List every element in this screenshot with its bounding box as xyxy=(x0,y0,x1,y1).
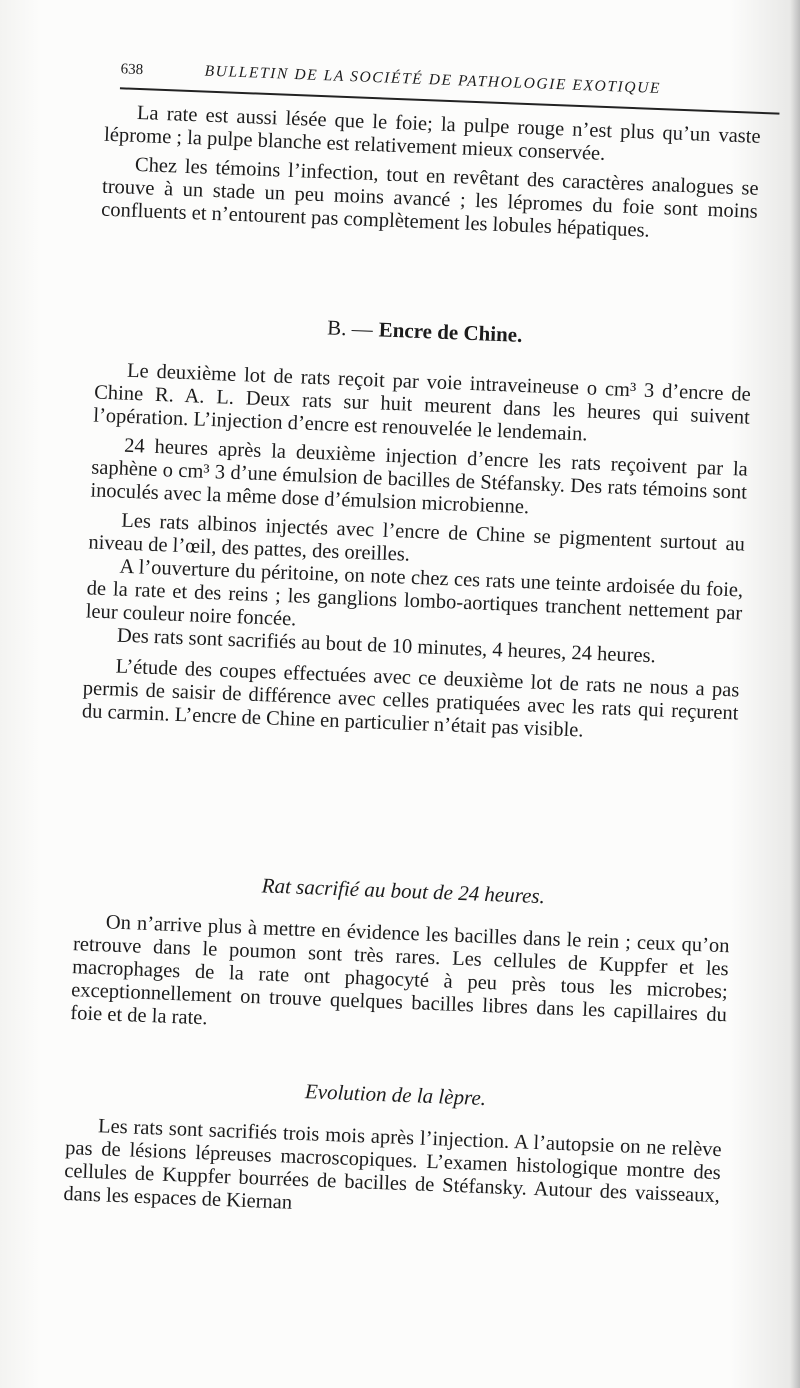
section-heading-b xyxy=(97,307,753,357)
paragraph: La rate est aussi lésée que le foie; la pulpe rouge n’est plus qu’un vaste lépromе ; la pulpe blanche est relativement mieux conservée. xyxy=(103,101,761,165)
paragraph: On n’arrive plus à mettre en évidence les bacilles dans le rein ; ceux qu’on retrouve dans le poumon sont très rares. Les cellules de Kuppfer et les macrophages de la rate ont phagocyté à peu près tous les microbes; exceptionnellement on trouve quelques bacilles libres dans les capillaires du foie et de la rate. xyxy=(69,911,730,1030)
section-b-text xyxy=(82,359,752,749)
section-rat-text xyxy=(70,910,730,1050)
paragraph: Des rats sont sacrifiés au bout de 10 minutes, 4 heures, 24 heures. xyxy=(116,624,657,668)
section-evolution-text xyxy=(63,1114,722,1231)
paragraph: 24 heures après la deuxième injection d’encre les rats reçoivent par la saphène o cm³ 3 d’une émulsion de bacilles de Stéfansky. Des rats témoins sont inoculés avec la même dose d’émulsion microbienne. xyxy=(90,434,749,519)
paragraph: Chez les témoins l’infection, tout en revêtant des caractères analogues se trouve à un stade un peu moins avancé ; les lépromes du foie sont moins confluents et n’entourent pas complètement les lobules hépatiques. xyxy=(100,153,759,242)
section-marker: B. — xyxy=(326,315,374,342)
paragraph: L’étude des coupes effectuées avec ce deuxième lot de rats ne nous a pas permis de saisir de différence avec celles pratiquées avec les rats qui reçurent du carmin. L’encre de Chine en particulier n’était pas visible. xyxy=(81,655,740,742)
intro-text xyxy=(101,101,761,247)
page-number: 638 xyxy=(120,61,144,79)
section-title: Encre de Chine. xyxy=(378,317,523,347)
running-title: BULLETIN DE LA SOCIÉTÉ DE PATHOLOGIE EXOTIQUE xyxy=(204,62,662,98)
paragraph: Les rats sont sacrifiés trois mois après l’injection. A l’autopsie on ne relève pas de lésions lépreuses macroscopiques. L’examen histologique montre des cellules de Kuppfer bourrées de bacilles de Stéfansky. Autour des vaisseaux, dans les espaces de Kiernan xyxy=(63,1115,723,1214)
paragraph: Le deuxième lot de rats reçoit par voie intraveineuse o cm³ 3 d’encre de Chine R. A. L. Deux rats sur huit meurent dans les heures qui suivent l’opération. L’injection d’encre est renouvelée le lendemain. xyxy=(92,359,752,446)
subsection-heading-evolution: Evolution de la lèpre. xyxy=(304,1079,487,1111)
subsection-heading-rat: Rat sacrifié au bout de 24 heures. xyxy=(261,873,546,909)
paragraph: Les rats albinos injectés avec l’encre de Chine se pigmentent surtout au niveau de l’œil, des pattes, des oreilles. xyxy=(88,509,746,566)
paragraph: A l’ouverture du péritoine, on note chez ces rats une teinte ardoisée du foie, de la rate et des reins ; les ganglions lombo-aortiques tranchent nettement par leur couleur noire foncée. xyxy=(85,555,744,631)
